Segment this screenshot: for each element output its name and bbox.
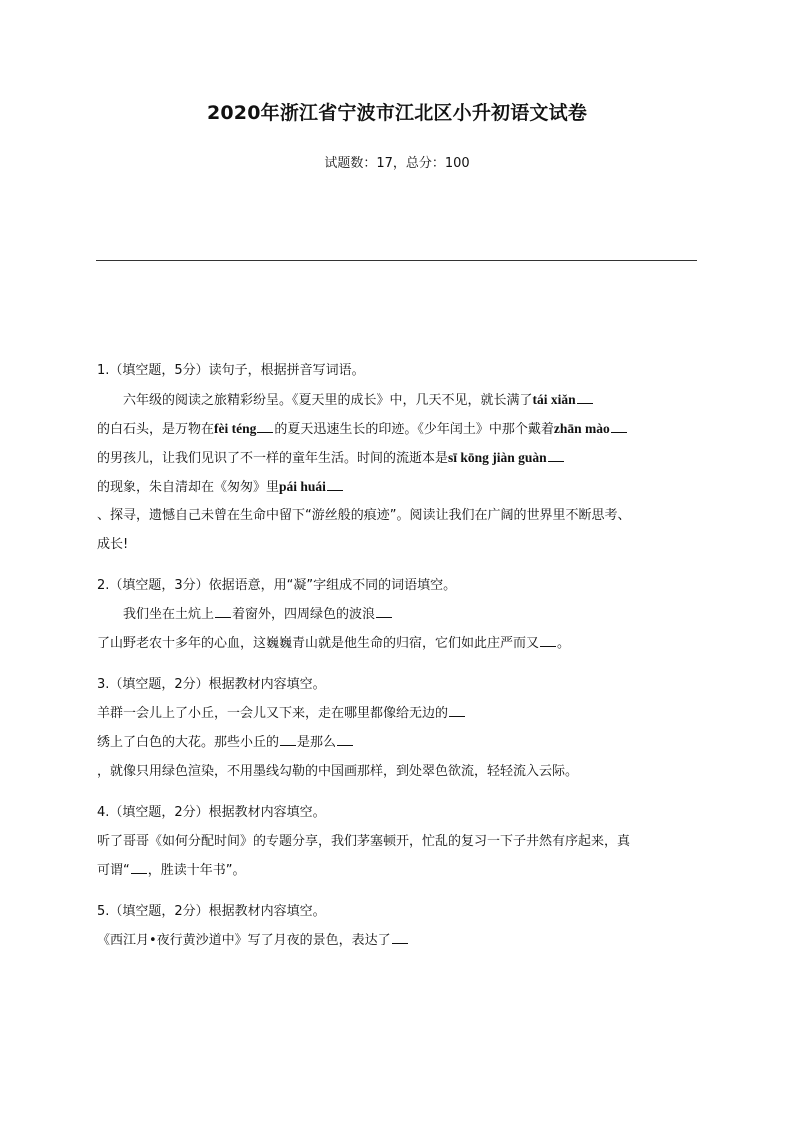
question-text: 绣上了白色的大花。那些小丘的	[97, 735, 280, 750]
pinyin-prompt: pái huái	[279, 479, 326, 494]
question-4-line-1: 听了哥哥《如何分配时间》的专题分享，我们茅塞顿开，忙乱的复习一下子井然有序起来，真	[97, 834, 631, 849]
question-1-heading: 1.（填空题，5分）读句子，根据拼音写词语。	[97, 363, 365, 378]
question-2-line-1	[97, 600, 701, 629]
question-text: 。	[557, 636, 571, 651]
question-text: 我们坐在土炕上	[123, 607, 215, 622]
question-text: 着窗外，四周绿色的波浪	[232, 607, 376, 622]
question-text: 六年级的阅读之旅精彩纷呈。《夏天里的成长》中，几天不见，就长满了	[123, 393, 533, 408]
question-3-line-1	[97, 699, 701, 728]
question-3	[97, 670, 701, 786]
question-text: 的现象，朱自清却在《匆匆》里	[97, 480, 280, 495]
question-2-line-2	[97, 629, 701, 658]
question-1	[97, 356, 701, 559]
question-4-heading: 4.（填空题，2分）根据教材内容填空。	[97, 805, 326, 820]
answer-blank[interactable]	[548, 449, 564, 462]
question-text: 了山野老农十多年的心血，这巍巍青山就是他生命的归宿，它们如此庄严而又	[97, 636, 540, 651]
question-text: ，胜读十年书”。	[147, 863, 246, 878]
pinyin-prompt: tái xiǎn	[532, 392, 576, 407]
question-1-line-3	[97, 443, 701, 472]
question-4	[97, 798, 701, 885]
question-text: 《西江月•夜行黄沙道中》写了月夜的景色，表达了	[97, 933, 391, 948]
question-text: 的白石头，是万物在	[97, 422, 215, 437]
answer-blank[interactable]	[449, 704, 465, 717]
answer-blank[interactable]	[215, 605, 231, 618]
question-1-line-1	[97, 385, 701, 414]
question-1-line-4	[97, 472, 701, 501]
exam-summary: 试题数：17，总分：100	[324, 156, 470, 171]
question-4-line-2	[97, 856, 701, 885]
answer-blank[interactable]	[327, 478, 343, 491]
question-text: 的夏天迅速生长的印迹。《少年闰土》中那个戴着	[274, 422, 554, 437]
question-text: 的男孩儿，让我们见识了不一样的童年生活。时间的流逝本是	[97, 451, 449, 466]
question-1-line-6: 成长!	[97, 537, 129, 552]
question-1-line-5: 、探寻，遗憾自己未曾在生命中留下“游丝般的痕迹”。阅读让我们在广阔的世界里不断思考、	[97, 508, 631, 523]
question-2	[97, 571, 701, 658]
question-5	[97, 897, 701, 955]
header-divider	[96, 260, 697, 261]
pinyin-prompt: zhān mào	[553, 421, 610, 436]
answer-blank[interactable]	[257, 420, 273, 433]
answer-blank[interactable]	[392, 931, 408, 944]
question-list	[97, 356, 701, 967]
question-3-line-3: ，就像只用绿色渲染，不用墨线勾勒的中国画那样，到处翠色欲流，轻轻流入云际。	[97, 764, 579, 779]
question-text: 是那么	[297, 735, 337, 750]
exam-title: 2020年浙江省宁波市江北区小升初语文试卷	[206, 102, 588, 124]
answer-blank[interactable]	[577, 391, 593, 404]
question-5-heading: 5.（填空题，2分）根据教材内容填空。	[97, 904, 326, 919]
answer-blank[interactable]	[131, 861, 147, 874]
question-3-line-2	[97, 728, 701, 757]
question-3-heading: 3.（填空题，2分）根据教材内容填空。	[97, 677, 326, 692]
answer-blank[interactable]	[540, 634, 556, 647]
pinyin-prompt: sī kōng jiàn guàn	[448, 450, 547, 465]
pinyin-prompt: fèi téng	[214, 421, 257, 436]
answer-blank[interactable]	[376, 605, 392, 618]
answer-blank[interactable]	[337, 733, 353, 746]
question-1-line-2	[97, 414, 701, 443]
answer-blank[interactable]	[280, 733, 296, 746]
question-text: 可谓“	[97, 863, 130, 878]
question-text: 羊群一会儿上了小丘，一会儿又下来，走在哪里都像给无边的	[97, 706, 449, 721]
answer-blank[interactable]	[611, 420, 627, 433]
question-5-line-1	[97, 926, 701, 955]
question-2-heading: 2.（填空题，3分）依据语意，用“凝”字组成不同的词语填空。	[97, 578, 457, 593]
